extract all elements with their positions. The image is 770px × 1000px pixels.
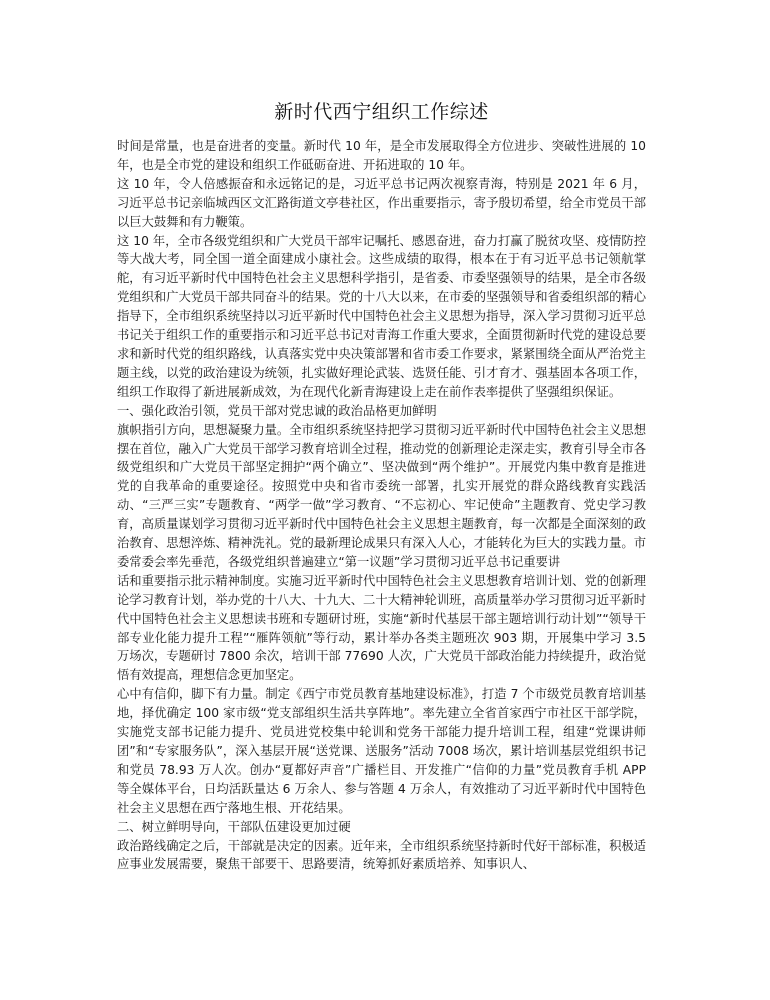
section-heading: 二、树立鲜明导向，干部队伍建设更加过硬: [117, 819, 351, 834]
body-paragraph: 这 10 年，令人倍感振奋和永远铭记的是，习近平总书记两次视察青海，特别是 2021 年 6 月，习近平总书记亲临城西区文汇路街道文亭巷社区，作出重要指示，寄予殷切希望，给全市党员干部以巨大鼓舞和有力鞭策。: [117, 176, 646, 229]
intro-paragraph: 时间是常量，也是奋进者的变量。新时代 10 年，是全市发展取得全方位进步、突破性进展的 10 年，也是全市党的建设和组织工作砥砺奋进、开拓进取的 10 年。: [117, 139, 646, 172]
body-paragraph: 心中有信仰，脚下有力量。制定《西宁市党员教育基地建设标准》，打造 7 个市级党员教育培训基地，择优确定 100 家市级“党支部组织生活共享阵地”。率先建立全省首家西宁市社区干部学院，实施党支部书记能力提升、党员进党校集中轮训和党务干部能力提升培训工程，组建“党课讲师团”和“专家服务队”，深入基层开展“送党课、送服务”活动 7008 场次，累计培训基层党组织书记和党员 78.93 万人次。创办“夏都好声音”广播栏目、开发推广“信仰的力量”党员教育手机 APP 等全媒体平台，日均活跃量达 6 万余人、参与答题 4 万余人，有效推动了习近平新时代中国特色社会主义思想在西宁落地生根、开花结果。: [117, 687, 646, 815]
document-body: [117, 137, 646, 874]
body-paragraph: 这 10 年，全市各级党组织和广大党员干部牢记嘱托、感恩奋进，奋力打赢了脱贫攻坚、疫情防控等大战大考，同全国一道全面建成小康社会。这些成绩的取得，根本在于有习近平总书记领航掌舵，有习近平新时代中国特色社会主义思想科学指引，是省委、市委坚强领导的结果，是全市各级党组织和广大党员干部共同奋斗的结果。党的十八大以来，在市委的坚强领导和省委组织部的精心指导下，全市组织系统坚持以习近平新时代中国特色社会主义思想为指导，深入学习贯彻习近平总书记关于组织工作的重要指示和习近平总书记对青海工作重大要求，全面贯彻新时代党的建设总要求和新时代党的组织路线，认真落实党中央决策部署和省市委工作要求，紧紧围绕全面从严治党主题主线，以党的政治建设为统领，扎实做好理论武装、选贤任能、引才育才、强基固本各项工作，组织工作取得了新进展新成效，为在现代化新青海建设上走在前作表率提供了坚强组织保证。: [117, 233, 646, 399]
document-title: 新时代西宁组织工作综述: [274, 101, 489, 123]
body-paragraph: 政治路线确定之后，干部就是决定的因素。近年来，全市组织系统坚持新时代好干部标准，积极适应事业发展需要，聚焦干部要干、思路要清，统筹抓好素质培养、知事识人、: [117, 838, 646, 872]
section-heading: 一、强化政治引领，党员干部对党忠诚的政治品格更加鲜明: [117, 403, 437, 418]
body-paragraph: 话和重要指示批示精神制度。实施习近平新时代中国特色社会主义思想教育培训计划、党的创新理论学习教育计划，举办党的十八大、十九大、二十大精神轮训班，高质量举办学习贯彻习近平新时代中国特色社会主义思想读书班和专题研讨班，实施“新时代基层干部主题培训行动计划”“领导干部专业化能力提升工程”“雁阵领航”等行动，累计举办各类主题班次 903 期，开展集中学习 3.5 万场次，专题研讨 7800 余次，培训干部 77690 人次，广大党员干部政治能力持续提升，政治觉悟有效提高，理想信念更加坚定。: [117, 573, 646, 683]
body-paragraph: 旗帜指引方向，思想凝聚力量。全市组织系统坚持把学习贯彻习近平新时代中国特色社会主义思想摆在首位，融入广大党员干部学习教育培训全过程，推动党的创新理论走深走实，教育引导全市各级党组织和广大党员干部坚定拥护“两个确立”、坚决做到“两个维护”。开展党内集中教育是推进党的自我革命的重要途径。按照党中央和省市委统一部署，扎实开展党的群众路线教育实践活动、“三严三实”专题教育、“两学一做”学习教育、“不忘初心、牢记使命”主题教育、党史学习教育，高质量谋划学习贯彻习近平新时代中国特色社会主义思想主题教育，每一次都是全面深刻的政治教育、思想淬炼、精神洗礼。党的最新理论成果只有深入人心，才能转化为巨大的实践力量。市委常委会率先垂范，各级党组织普遍建立“第一议题”学习贯彻习近平总书记重要讲: [117, 422, 646, 569]
